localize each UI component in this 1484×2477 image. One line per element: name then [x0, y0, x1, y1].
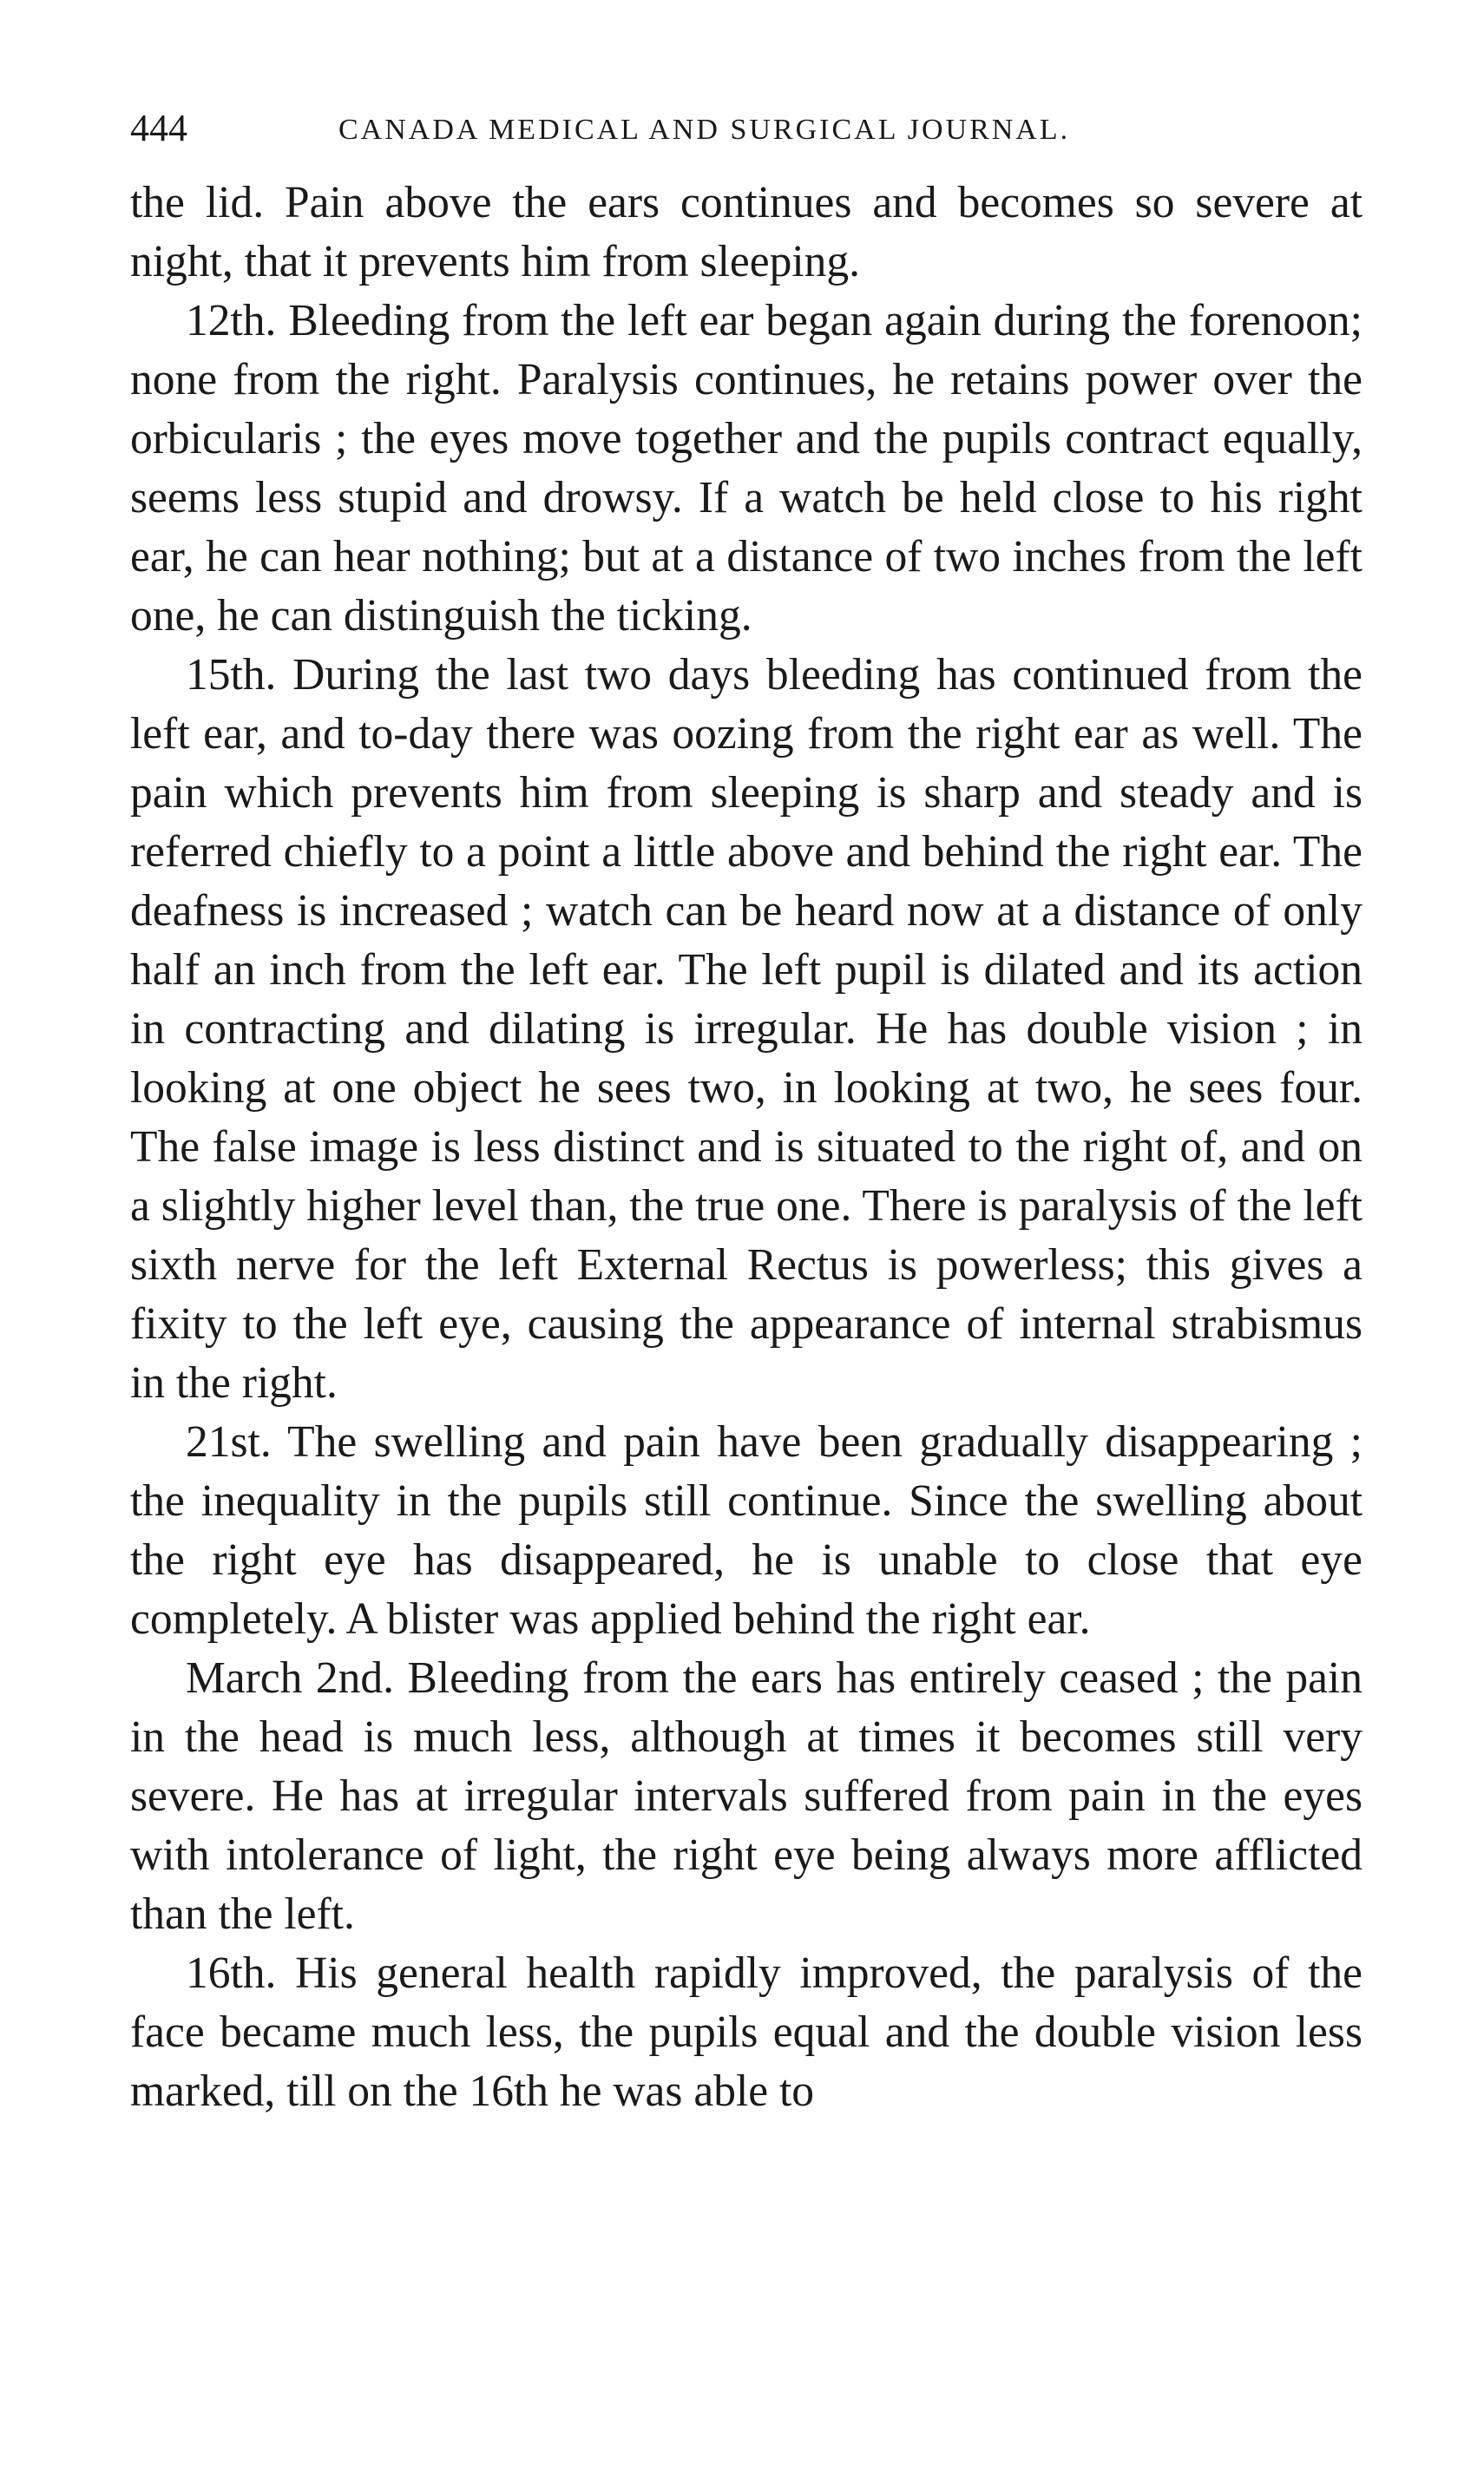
paragraph-16th: 16th. His general health rapidly improved, the paralysis of the face became much less, the pupils equal and the double vision less marked, till on the 16th he was able to [130, 1948, 1363, 2116]
article-body [130, 174, 1363, 2121]
paragraph-continued: the lid. Pain above the ears continues and becomes so severe at night, that it prevents him from sleeping. [130, 178, 1363, 286]
journal-title: CANADA MEDICAL AND SURGICAL JOURNAL. [338, 114, 1071, 146]
page-number: 444 [130, 107, 187, 149]
paragraph-march-2nd: March 2nd. Bleeding from the ears has entirely ceased ; the pain in the head is much less, although at times it becomes still very severe. He has at irregular intervals suffered from pain in the eyes with intolerance of light, the right eye being always more afflicted than the left. [130, 1653, 1363, 1939]
paragraph-15th: 15th. During the last two days bleeding has continued from the left ear, and to-day there was oozing from the right ear as well. The pain which prevents him from sleeping is sharp and steady and is referred chiefly to a point a little above and behind the right ear. The deafness is increased ; watch can be heard now at a distance of only half an inch from the left ear. The left pupil is dilated and its action in contracting and dilating is irregular. He has double vision ; in looking at one object he sees two, in looking at two, he sees four. The false image is less distinct and is situated to the right of, and on a slightly higher level than, the true one. There is paralysis of the left sixth nerve for the left External Rectus is powerless; this gives a fixity to the left eye, causing the appearance of internal strabismus in the right. [130, 650, 1363, 1408]
running-head [130, 102, 1354, 154]
paragraph-21st: 21st. The swelling and pain have been gradually disappearing ; the inequality in the pupils still continue. Since the swelling about the right eye has disappeared, he is unable to close that eye completely. A blister was applied behind the right ear. [130, 1417, 1363, 1644]
paragraph-12th: 12th. Bleeding from the left ear began again during the forenoon; none from the right. Paralysis continues, he retains power over the orbicularis ; the eyes move together and the pupils contract equally, seems less stupid and drowsy. If a watch be held close to his right ear, he can hear nothing; but at a distance of two inches from the left one, he can distinguish the ticking. [130, 296, 1363, 641]
